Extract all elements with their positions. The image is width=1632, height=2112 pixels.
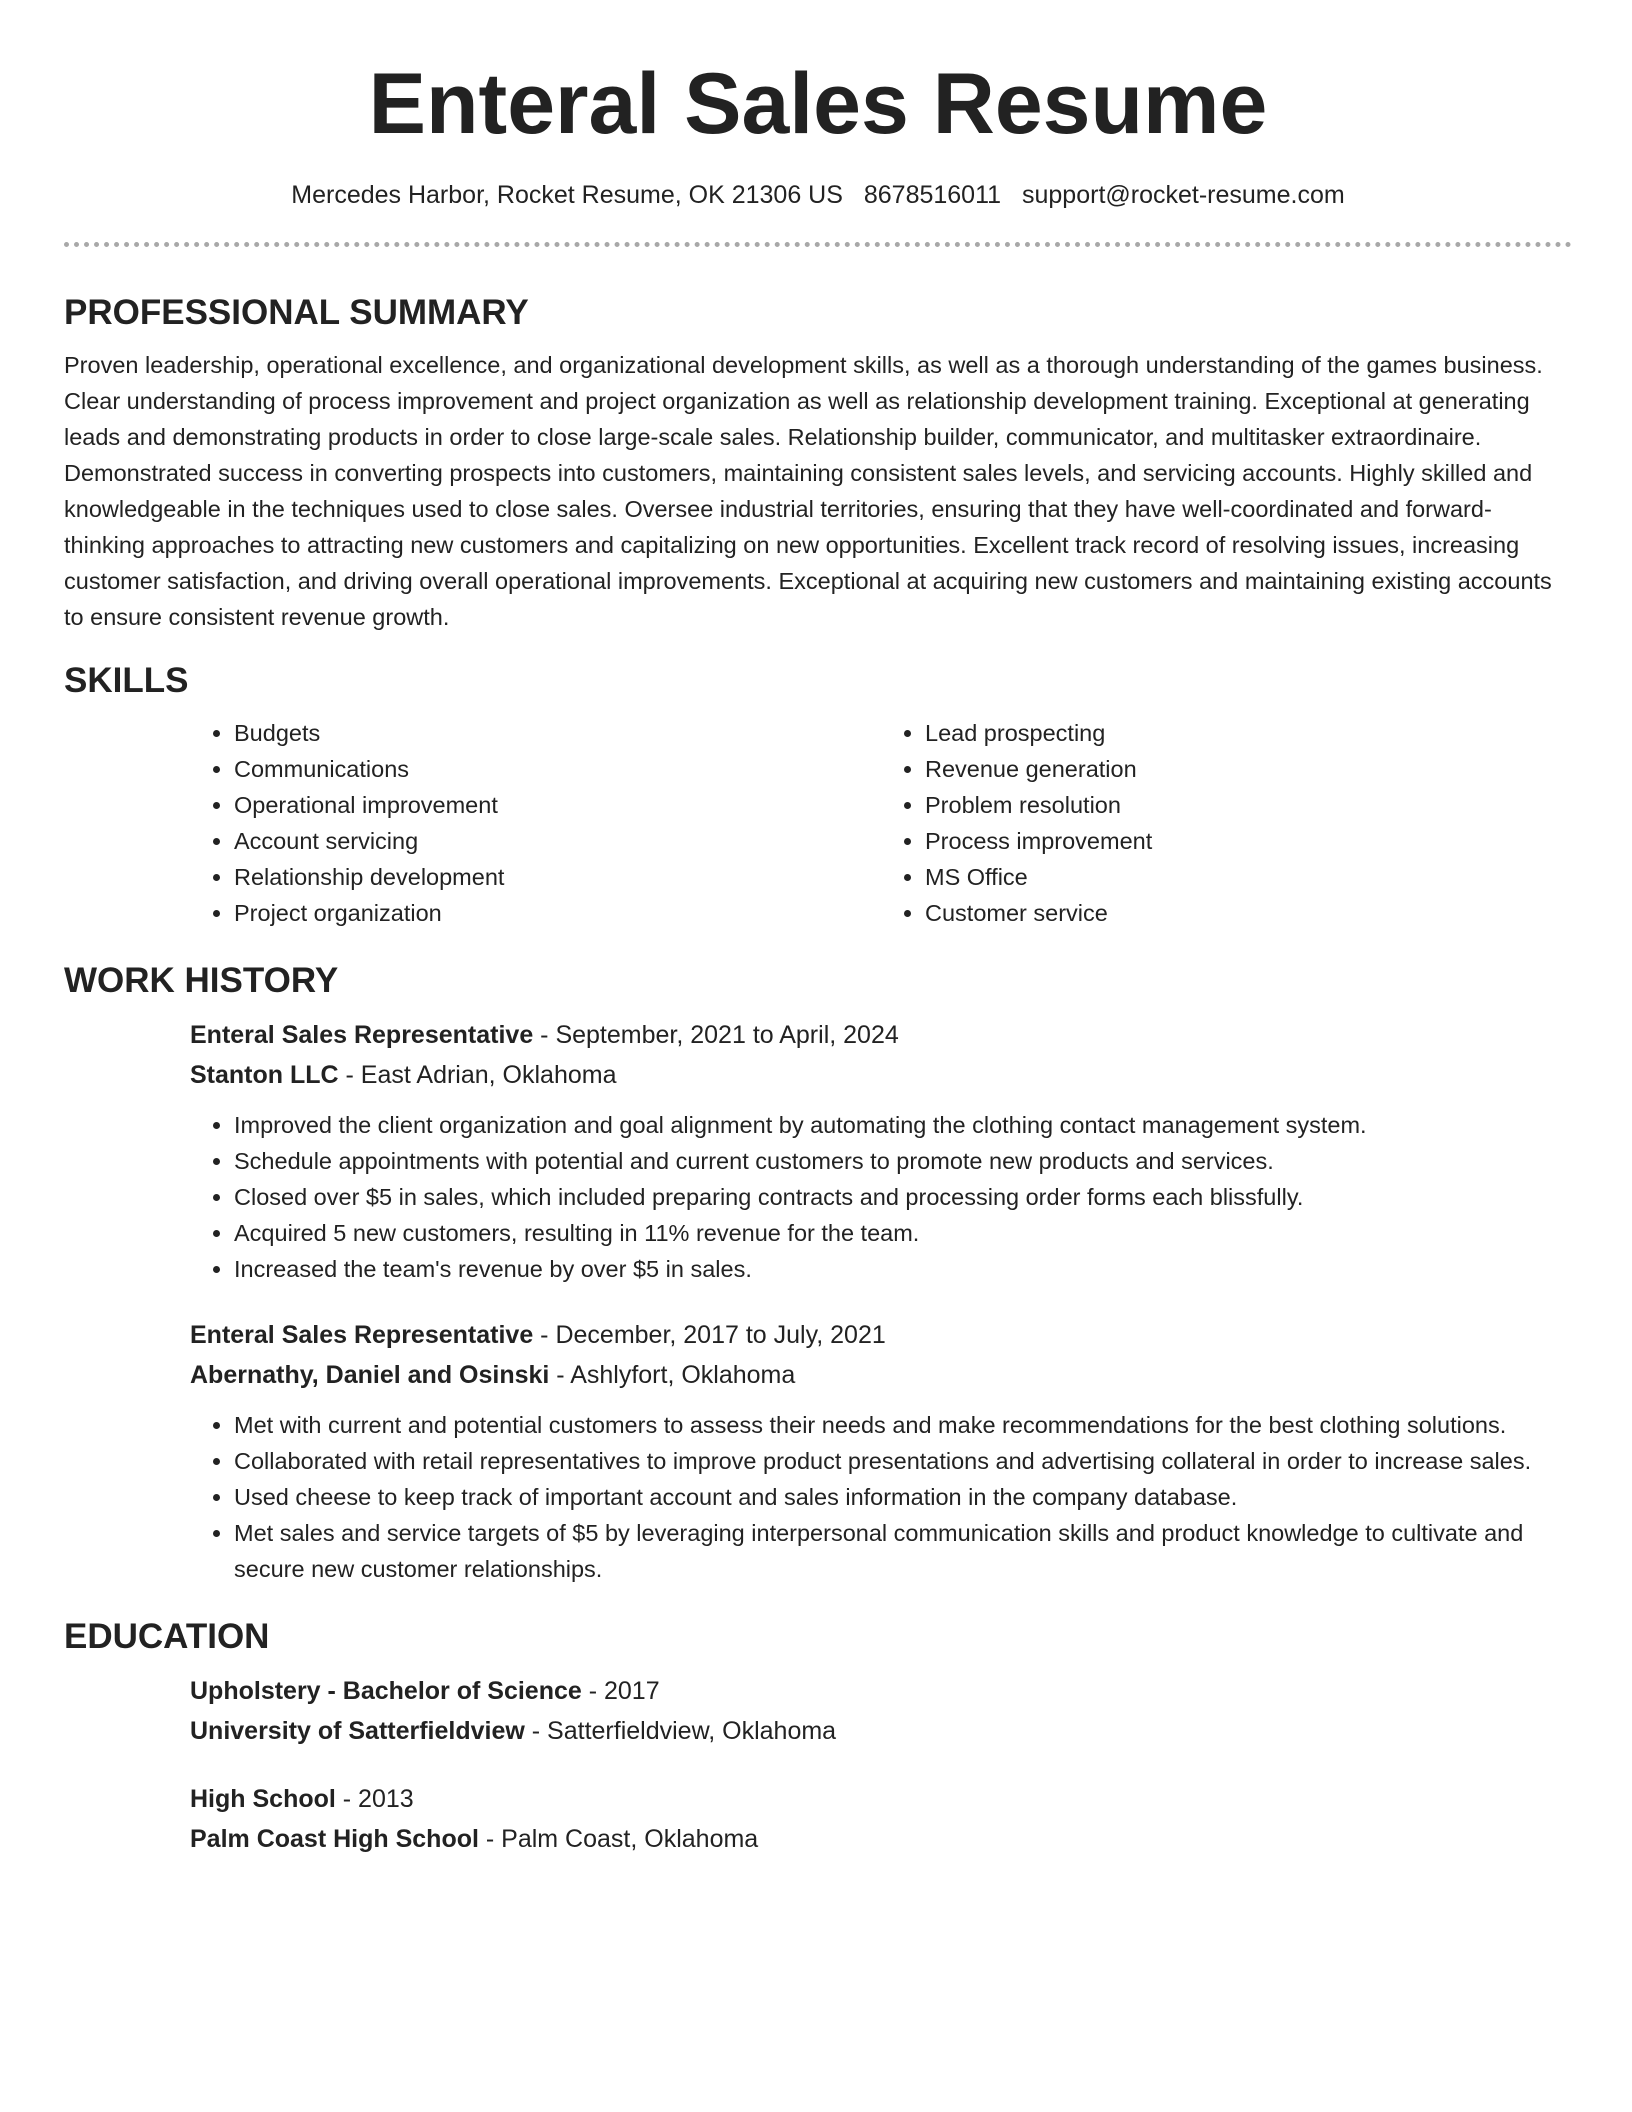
- job-dates: - December, 2017 to July, 2021: [533, 1321, 886, 1349]
- job-title-line: [190, 1015, 1572, 1055]
- skills-heading: SKILLS: [64, 661, 189, 700]
- education-school-line: [190, 1711, 1572, 1751]
- skill-item: • Relationship development: [234, 859, 881, 895]
- job-bullet: • Used cheese to keep track of important account and sales information in the company database.: [234, 1479, 1572, 1515]
- job-bullet: • Met sales and service targets of $5 by leveraging interpersonal communication skills and product knowledge to cultivate and secure new customer relationships.: [234, 1515, 1572, 1587]
- skill-item: • Operational improvement: [234, 787, 881, 823]
- job-bullets: [190, 1407, 1572, 1587]
- resume-page: [64, 0, 1572, 1859]
- job-company-line: [190, 1055, 1572, 1095]
- job-role: Enteral Sales Representative: [190, 1021, 534, 1049]
- job-entry: [190, 1315, 1572, 1587]
- education-location: - Satterfieldview, Oklahoma: [524, 1717, 837, 1745]
- skill-item: • Lead prospecting: [925, 715, 1572, 751]
- education-degree: Upholstery - Bachelor of Science: [190, 1677, 582, 1705]
- work-history-heading: WORK HISTORY: [64, 961, 339, 1000]
- education-heading: EDUCATION: [64, 1617, 270, 1656]
- job-bullet: • Improved the client organization and goal alignment by automating the clothing contact management system.: [234, 1107, 1572, 1143]
- summary-text: Proven leadership, operational excellence, and organizational development skills, as well as a thorough understanding of the games business. Clear understanding of process improvement and project organization as well as relationship development training. Exceptional at generating leads and demonstrating products in order to close large-scale sales. Relationship builder, communicator, and multitasker extraordinaire. Demonstrated success in converting prospects into customers, maintaining consistent sales levels, and servicing accounts. Highly skilled and knowledgeable in the techniques used to close sales. Oversee industrial territories, ensuring that they have well-coordinated and forward-thinking approaches to attracting new customers and capitalizing on new opportunities. Excellent track record of resolving issues, increasing customer satisfaction, and driving overall operational improvements. Exceptional at acquiring new customers and maintaining existing accounts to ensure consistent revenue growth.: [64, 352, 1552, 630]
- education-location: - Palm Coast, Oklahoma: [478, 1825, 759, 1853]
- summary-heading: PROFESSIONAL SUMMARY: [64, 293, 529, 332]
- education-entry: [190, 1671, 1572, 1751]
- education-school: University of Satterfieldview: [190, 1717, 525, 1745]
- header-divider: [64, 242, 1572, 247]
- resume-title: Enteral Sales Resume: [368, 56, 1268, 152]
- job-bullet: • Acquired 5 new customers, resulting in 11% revenue for the team.: [234, 1215, 1572, 1251]
- skill-item: • Communications: [234, 751, 881, 787]
- job-company: Stanton LLC: [190, 1061, 339, 1089]
- education-entry: [190, 1779, 1572, 1859]
- job-bullet: • Met with current and potential customers to assess their needs and make recommendations for the best clothing solutions.: [234, 1407, 1572, 1443]
- skills-columns: [190, 715, 1572, 931]
- job-bullet: • Increased the team's revenue by over $5 in sales.: [234, 1251, 1572, 1287]
- skill-item: • Problem resolution: [925, 787, 1572, 823]
- skills-left-list: [190, 715, 881, 931]
- job-bullet: • Closed over $5 in sales, which included preparing contracts and processing order forms each blissfully.: [234, 1179, 1572, 1215]
- skill-item: • Customer service: [925, 895, 1572, 931]
- job-location: - Ashlyfort, Oklahoma: [549, 1361, 796, 1389]
- contact-email: support@rocket-resume.com: [1022, 181, 1345, 209]
- contact-line: [64, 178, 1572, 212]
- job-bullets: [190, 1107, 1572, 1287]
- job-bullet: • Collaborated with retail representatives to improve product presentations and advertising collateral in order to increase sales.: [234, 1443, 1572, 1479]
- skill-item: • Budgets: [234, 715, 881, 751]
- education-degree-line: [190, 1671, 1572, 1711]
- education-school-line: [190, 1819, 1572, 1859]
- education-year: - 2013: [335, 1785, 414, 1813]
- resume-header: [64, 0, 1572, 212]
- job-company: Abernathy, Daniel and Osinski: [190, 1361, 550, 1389]
- education-year: - 2017: [581, 1677, 660, 1705]
- skill-item: • Revenue generation: [925, 751, 1572, 787]
- skill-item: • Account servicing: [234, 823, 881, 859]
- skill-item: • Project organization: [234, 895, 881, 931]
- education-degree-line: [190, 1779, 1572, 1819]
- job-location: - East Adrian, Oklahoma: [338, 1061, 617, 1089]
- skill-item: • Process improvement: [925, 823, 1572, 859]
- contact-phone: 8678516011: [863, 181, 1002, 209]
- education-school: Palm Coast High School: [190, 1825, 479, 1853]
- skills-right-list: [881, 715, 1572, 931]
- skill-item: • MS Office: [925, 859, 1572, 895]
- contact-address: Mercedes Harbor, Rocket Resume, OK 21306 US: [291, 181, 843, 209]
- job-title-line: [190, 1315, 1572, 1355]
- job-entry: [190, 1015, 1572, 1287]
- job-dates: - September, 2021 to April, 2024: [533, 1021, 899, 1049]
- job-role: Enteral Sales Representative: [190, 1321, 534, 1349]
- education-degree: High School: [190, 1785, 336, 1813]
- job-bullet: • Schedule appointments with potential and current customers to promote new products and services.: [234, 1143, 1572, 1179]
- job-company-line: [190, 1355, 1572, 1395]
